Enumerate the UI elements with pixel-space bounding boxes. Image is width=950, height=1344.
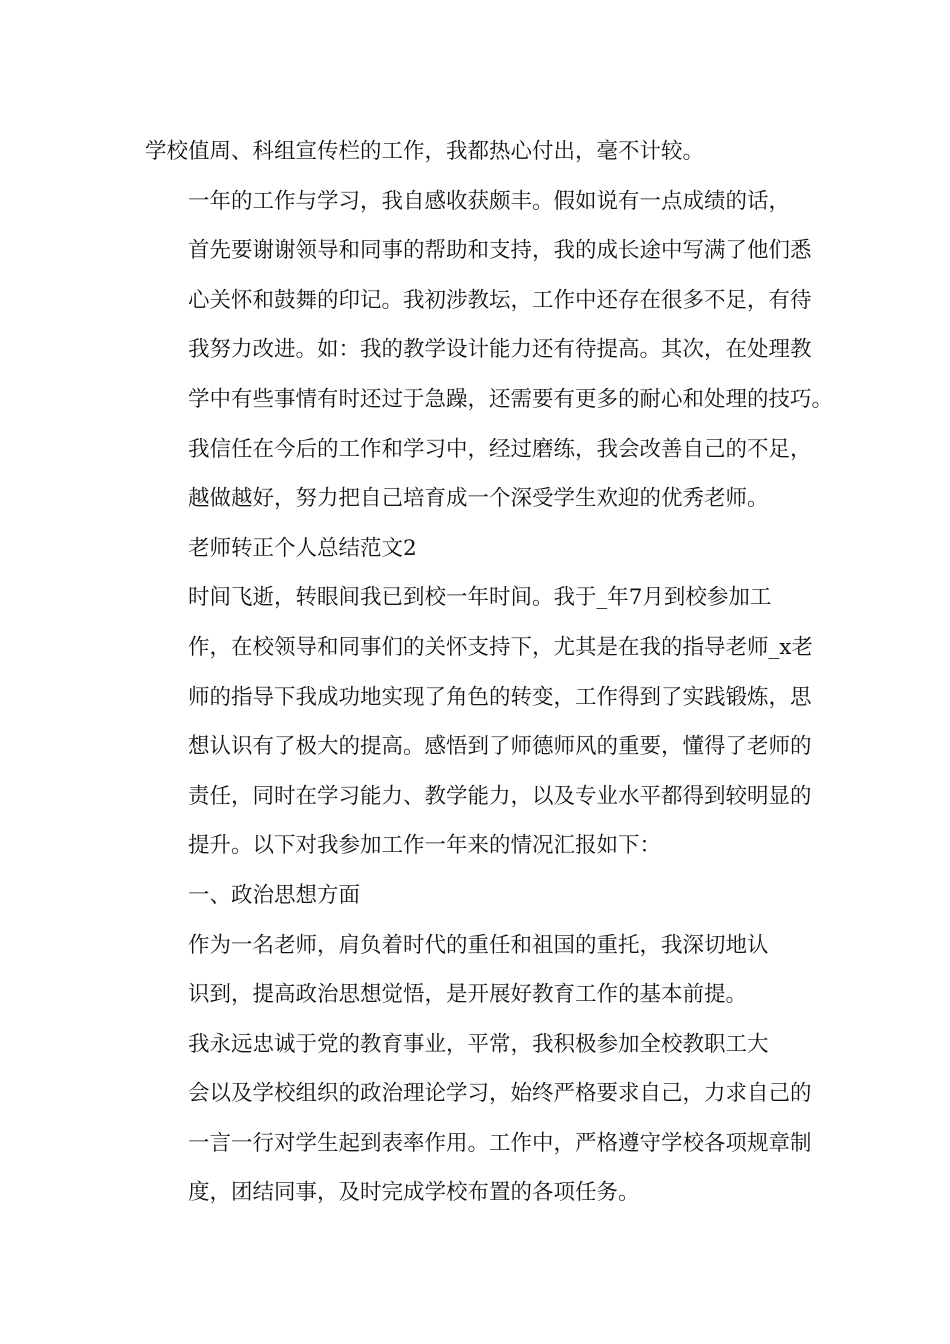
document-page <box>145 127 834 1218</box>
text-line: 度，团结同事，及时完成学校布置的各项任务。 <box>188 1180 640 1206</box>
text-line: 责任，同时在学习能力、教学能力，以及专业水平都得到较明显的 <box>188 783 812 809</box>
text-line: 学校值周、科组宣传栏的工作，我都热心付出，毫不计较。 <box>145 139 705 164</box>
paragraph-loyalty <box>145 1020 812 1218</box>
subsection-heading <box>145 871 807 921</box>
paragraph-awareness <box>145 921 807 1020</box>
text-line: 学中有些事情有时还过于急躁，还需要有更多的耐心和处理的技巧。 <box>188 386 834 412</box>
text-line: 师的指导下我成功地实现了角色的转变，工作得到了实践锻炼，思 <box>188 684 812 710</box>
text-line: 我永远忠诚于党的教育事业，平常，我积极参加全校教职工大 <box>188 1031 769 1057</box>
paragraph-reflection <box>145 177 834 524</box>
text-line: 首先要谢谢领导和同事的帮助和支持，我的成长途中写满了他们悉 <box>188 238 812 264</box>
text-line: 提升。以下对我参加工作一年来的情况汇报如下： <box>188 833 662 859</box>
text-line: 时间飞逝，转眼间我已到校一年时间。我于_年7月到校参加工 <box>188 585 772 611</box>
text-line: 识到，提高政治思想觉悟，是开展好教育工作的基本前提。 <box>188 982 748 1008</box>
text-line: 心关怀和鼓舞的印记。我初涉教坛，工作中还存在很多不足，有待 <box>188 287 812 313</box>
section-title <box>145 524 807 574</box>
text-line: 老师转正个人总结范文2 <box>188 535 417 561</box>
text-line: 一言一行对学生起到表率作用。工作中，严格遵守学校各项规章制 <box>188 1130 812 1156</box>
text-line: 我努力改进。如：我的教学设计能力还有待提高。其次，在处理教 <box>188 337 812 363</box>
text-line: 一年的工作与学习，我自感收获颇丰。假如说有一点成绩的话， <box>188 188 791 214</box>
text-line: 想认识有了极大的提高。感悟到了师德师风的重要，懂得了老师的 <box>188 734 812 760</box>
text-line: 作，在校领导和同事们的关怀支持下，尤其是在我的指导老师_x老 <box>188 634 813 660</box>
text-line: 一、政治思想方面 <box>188 882 361 908</box>
paragraph-continuation <box>145 127 807 177</box>
text-line: 作为一名老师，肩负着时代的重任和祖国的重托，我深切地认 <box>188 932 769 958</box>
paragraph-intro <box>145 573 813 871</box>
text-line: 会以及学校组织的政治理论学习，始终严格要求自己，力求自己的 <box>188 1081 812 1107</box>
text-line: 我信任在今后的工作和学习中，经过磨练，我会改善自己的不足， <box>188 436 812 462</box>
text-line: 越做越好，努力把自己培育成一个深受学生欢迎的优秀老师。 <box>188 486 769 512</box>
